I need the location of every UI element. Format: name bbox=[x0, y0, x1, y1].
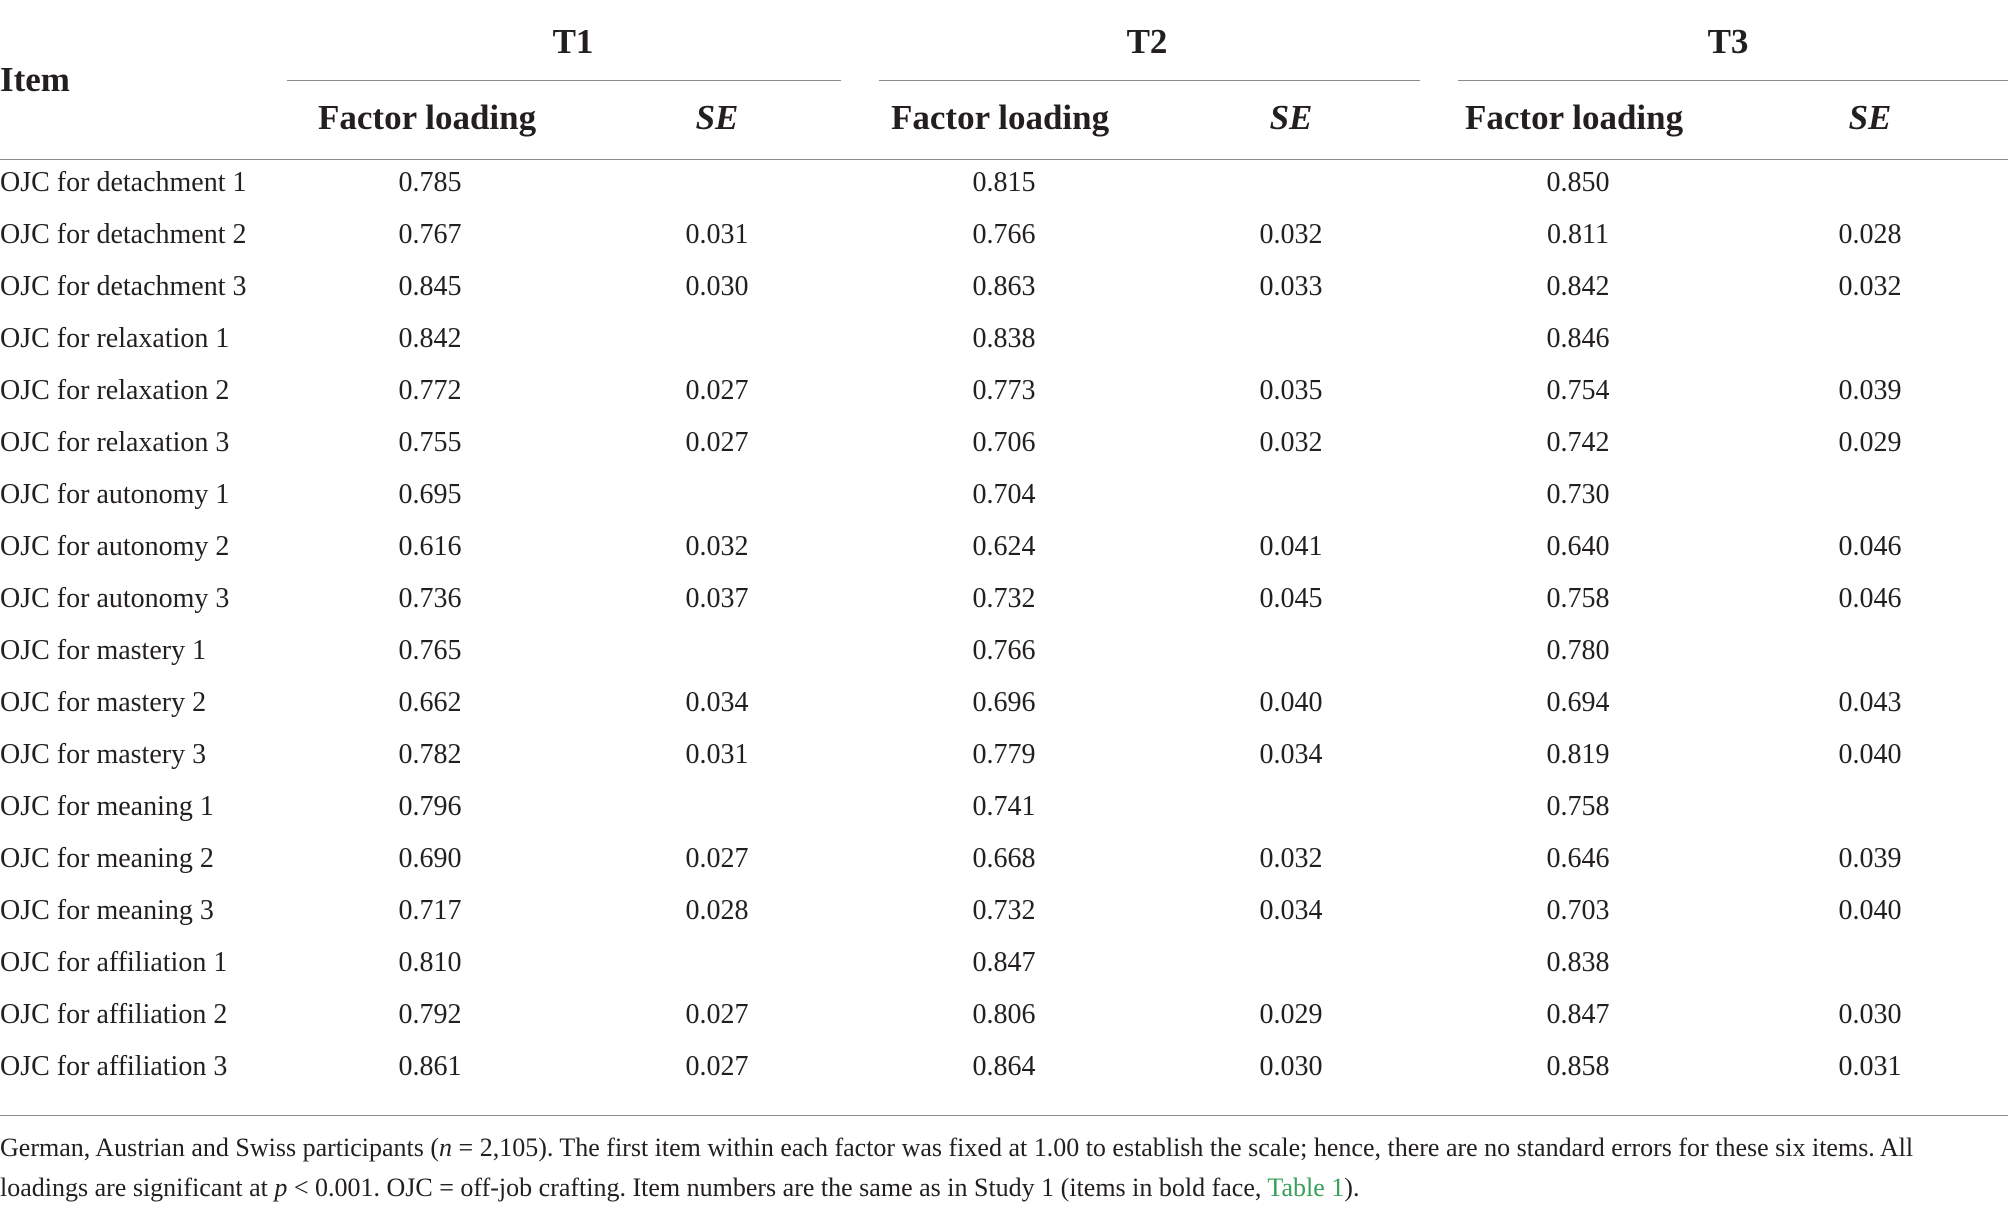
t2-se-cell: 0.032 bbox=[1259, 843, 1323, 874]
t3-factor-loading-cell: 0.846 bbox=[1546, 323, 1610, 354]
t2-factor-loading-cell: 0.838 bbox=[972, 323, 1036, 354]
note-text-4: ). bbox=[1344, 1173, 1360, 1202]
t3-se-cell: 0.040 bbox=[1838, 739, 1902, 770]
t3-factor-loading-cell: 0.850 bbox=[1546, 167, 1610, 198]
t2-se-cell: 0.029 bbox=[1259, 999, 1323, 1030]
t2-factor-loading-cell: 0.766 bbox=[972, 219, 1036, 250]
t3-factor-loading-cell: 0.842 bbox=[1546, 271, 1610, 302]
item-label-cell: OJC for relaxation 2 bbox=[0, 375, 230, 406]
t3-se-cell: 0.028 bbox=[1838, 219, 1902, 250]
t3-se-cell: 0.040 bbox=[1838, 895, 1902, 926]
item-label-cell: OJC for autonomy 3 bbox=[0, 583, 230, 614]
item-label-cell: OJC for autonomy 2 bbox=[0, 531, 230, 562]
item-label-cell: OJC for affiliation 1 bbox=[0, 947, 228, 978]
t1-se-cell: 0.027 bbox=[685, 375, 749, 406]
t3-factor-loading-cell: 0.819 bbox=[1546, 739, 1610, 770]
item-label-cell: OJC for detachment 3 bbox=[0, 271, 247, 302]
note-p-variable: p bbox=[274, 1173, 288, 1202]
t2-factor-loading-cell: 0.704 bbox=[972, 479, 1036, 510]
t1-se-cell: 0.031 bbox=[685, 219, 749, 250]
t2-se-cell: 0.032 bbox=[1259, 427, 1323, 458]
t1-factor-loading-cell: 0.785 bbox=[398, 167, 462, 198]
t1-factor-loading-cell: 0.796 bbox=[398, 791, 462, 822]
t3-factor-loading-cell: 0.646 bbox=[1546, 843, 1610, 874]
t3-se-cell: 0.046 bbox=[1838, 531, 1902, 562]
t2-se-header: SE bbox=[1269, 98, 1313, 137]
t3-header: T3 bbox=[1707, 22, 1749, 61]
t1-se-cell: 0.027 bbox=[685, 1051, 749, 1082]
t1-factor-loading-cell: 0.717 bbox=[398, 895, 462, 926]
t2-se-cell: 0.045 bbox=[1259, 583, 1323, 614]
t2-se-cell: 0.032 bbox=[1259, 219, 1323, 250]
t3-factor-loading-cell: 0.754 bbox=[1546, 375, 1610, 406]
t1-se-cell: 0.027 bbox=[685, 843, 749, 874]
note-text-1: German, Austrian and Swiss participants ( bbox=[0, 1133, 440, 1162]
t1-factor-loading-cell: 0.861 bbox=[398, 1051, 462, 1082]
t2-factor-loading-cell: 0.773 bbox=[972, 375, 1036, 406]
t3-factor-loading-cell: 0.640 bbox=[1546, 531, 1610, 562]
item-label-cell: OJC for meaning 2 bbox=[0, 843, 214, 874]
table-note bbox=[0, 1128, 1990, 1208]
t2-factor-loading-cell: 0.668 bbox=[972, 843, 1036, 874]
table-1-link[interactable]: Table 1 bbox=[1267, 1173, 1345, 1202]
t3-factor-loading-cell: 0.758 bbox=[1546, 791, 1610, 822]
t3-se-cell: 0.043 bbox=[1838, 687, 1902, 718]
note-n-variable: n bbox=[439, 1133, 453, 1162]
t1-header: T1 bbox=[552, 22, 594, 61]
t1-factor-loading-cell: 0.842 bbox=[398, 323, 462, 354]
t2-span-rule bbox=[879, 80, 1420, 81]
t3-se-cell: 0.032 bbox=[1838, 271, 1902, 302]
t3-factor-loading-cell: 0.694 bbox=[1546, 687, 1610, 718]
t2-factor-loading-cell: 0.779 bbox=[972, 739, 1036, 770]
header-bottom-rule bbox=[0, 159, 2008, 160]
table-bottom-rule bbox=[0, 1115, 2008, 1116]
t2-se-cell: 0.033 bbox=[1259, 271, 1323, 302]
t2-se-cell: 0.035 bbox=[1259, 375, 1323, 406]
t1-factor-loading-cell: 0.695 bbox=[398, 479, 462, 510]
t2-header: T2 bbox=[1126, 22, 1168, 61]
t3-factor-loading-cell: 0.730 bbox=[1546, 479, 1610, 510]
t1-factor-loading-cell: 0.736 bbox=[398, 583, 462, 614]
t1-se-cell: 0.027 bbox=[685, 999, 749, 1030]
t2-se-cell: 0.034 bbox=[1259, 739, 1323, 770]
t3-se-cell: 0.030 bbox=[1838, 999, 1902, 1030]
t1-span-rule bbox=[287, 80, 841, 81]
t2-factor-loading-cell: 0.806 bbox=[972, 999, 1036, 1030]
t3-se-cell: 0.039 bbox=[1838, 375, 1902, 406]
item-column-header: Item bbox=[0, 60, 70, 99]
t3-factor-loading-header: Factor loading bbox=[1465, 98, 1684, 137]
t3-factor-loading-cell: 0.847 bbox=[1546, 999, 1610, 1030]
t2-factor-loading-cell: 0.732 bbox=[972, 583, 1036, 614]
t1-factor-loading-cell: 0.792 bbox=[398, 999, 462, 1030]
note-text-3: < 0.001. OJC = off-job crafting. Item numbers are the same as in Study 1 (items in bold face, bbox=[287, 1173, 1268, 1202]
t3-factor-loading-cell: 0.703 bbox=[1546, 895, 1610, 926]
item-label-cell: OJC for meaning 1 bbox=[0, 791, 214, 822]
item-label-cell: OJC for mastery 2 bbox=[0, 687, 207, 718]
t2-factor-loading-cell: 0.815 bbox=[972, 167, 1036, 198]
t3-factor-loading-cell: 0.742 bbox=[1546, 427, 1610, 458]
t2-factor-loading-cell: 0.706 bbox=[972, 427, 1036, 458]
t1-se-cell: 0.028 bbox=[685, 895, 749, 926]
t2-factor-loading-cell: 0.766 bbox=[972, 635, 1036, 666]
t1-factor-loading-cell: 0.690 bbox=[398, 843, 462, 874]
item-label-cell: OJC for affiliation 2 bbox=[0, 999, 228, 1030]
t3-span-rule bbox=[1458, 80, 2008, 81]
note-text-2: = 2,105). The first item within each factor was fixed at 1.00 to establish the scale; hence, there are no standard errors for these six items. All loadings are significant at bbox=[0, 1133, 1914, 1202]
t1-factor-loading-cell: 0.772 bbox=[398, 375, 462, 406]
item-label-cell: OJC for detachment 1 bbox=[0, 167, 247, 198]
item-label-cell: OJC for mastery 1 bbox=[0, 635, 207, 666]
item-label-cell: OJC for relaxation 1 bbox=[0, 323, 230, 354]
t3-se-cell: 0.039 bbox=[1838, 843, 1902, 874]
t3-factor-loading-cell: 0.811 bbox=[1547, 219, 1609, 250]
t1-factor-loading-cell: 0.662 bbox=[398, 687, 462, 718]
t1-factor-loading-cell: 0.616 bbox=[398, 531, 462, 562]
t3-se-cell: 0.031 bbox=[1838, 1051, 1902, 1082]
t1-factor-loading-cell: 0.845 bbox=[398, 271, 462, 302]
t2-factor-loading-header: Factor loading bbox=[891, 98, 1110, 137]
t1-factor-loading-cell: 0.765 bbox=[398, 635, 462, 666]
t2-factor-loading-cell: 0.863 bbox=[972, 271, 1036, 302]
t3-factor-loading-cell: 0.838 bbox=[1546, 947, 1610, 978]
t1-factor-loading-cell: 0.767 bbox=[398, 219, 462, 250]
t3-factor-loading-cell: 0.858 bbox=[1546, 1051, 1610, 1082]
t3-se-cell: 0.046 bbox=[1838, 583, 1902, 614]
t2-factor-loading-cell: 0.864 bbox=[972, 1051, 1036, 1082]
item-label-cell: OJC for relaxation 3 bbox=[0, 427, 230, 458]
t2-se-cell: 0.040 bbox=[1259, 687, 1323, 718]
t1-se-cell: 0.034 bbox=[685, 687, 749, 718]
t1-se-cell: 0.030 bbox=[685, 271, 749, 302]
t2-factor-loading-cell: 0.696 bbox=[972, 687, 1036, 718]
item-label-cell: OJC for mastery 3 bbox=[0, 739, 207, 770]
t1-factor-loading-header: Factor loading bbox=[318, 98, 537, 137]
t1-se-cell: 0.031 bbox=[685, 739, 749, 770]
item-label-cell: OJC for detachment 2 bbox=[0, 219, 247, 250]
t2-factor-loading-cell: 0.624 bbox=[972, 531, 1036, 562]
t2-factor-loading-cell: 0.732 bbox=[972, 895, 1036, 926]
t2-factor-loading-cell: 0.741 bbox=[972, 791, 1036, 822]
t2-se-cell: 0.030 bbox=[1259, 1051, 1323, 1082]
t3-se-cell: 0.029 bbox=[1838, 427, 1902, 458]
t3-se-header: SE bbox=[1848, 98, 1892, 137]
t1-se-cell: 0.037 bbox=[685, 583, 749, 614]
t2-factor-loading-cell: 0.847 bbox=[972, 947, 1036, 978]
t1-factor-loading-cell: 0.782 bbox=[398, 739, 462, 770]
item-label-cell: OJC for autonomy 1 bbox=[0, 479, 230, 510]
t1-se-cell: 0.032 bbox=[685, 531, 749, 562]
item-label-cell: OJC for meaning 3 bbox=[0, 895, 214, 926]
t3-factor-loading-cell: 0.758 bbox=[1546, 583, 1610, 614]
t1-se-header: SE bbox=[695, 98, 739, 137]
t1-se-cell: 0.027 bbox=[685, 427, 749, 458]
t2-se-cell: 0.034 bbox=[1259, 895, 1323, 926]
t1-factor-loading-cell: 0.810 bbox=[398, 947, 462, 978]
t2-se-cell: 0.041 bbox=[1259, 531, 1323, 562]
t1-factor-loading-cell: 0.755 bbox=[398, 427, 462, 458]
item-label-cell: OJC for affiliation 3 bbox=[0, 1051, 228, 1082]
t3-factor-loading-cell: 0.780 bbox=[1546, 635, 1610, 666]
